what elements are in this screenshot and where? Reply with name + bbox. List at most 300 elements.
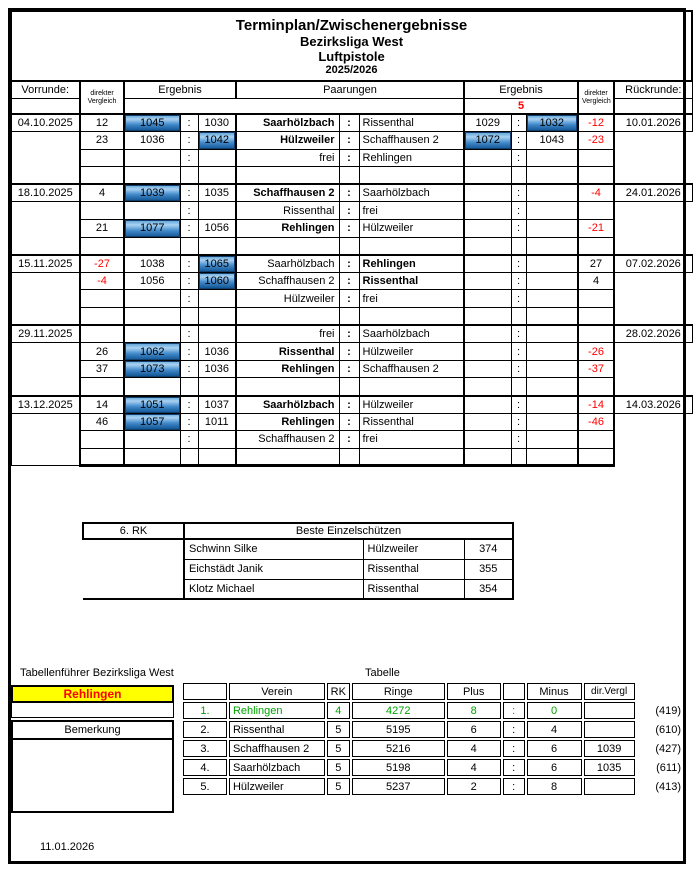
colon-cell: : (180, 184, 198, 202)
colon-cell: : (511, 255, 526, 273)
standing-note: (610) (655, 723, 681, 736)
result-away-right (526, 343, 578, 361)
result-home-left (124, 149, 180, 167)
ergebnis-right-header: Ergebnis (464, 81, 578, 98)
table-row (83, 523, 513, 539)
empty-strip (11, 703, 174, 718)
dv-header: direkter Vergleich (582, 89, 611, 105)
dv-right-value (578, 325, 614, 343)
blank-cell (11, 98, 80, 114)
blank-cell (464, 308, 511, 326)
result-away-left (198, 202, 236, 220)
match-date-merged (11, 413, 80, 466)
best-shooters-table (82, 522, 514, 600)
dv-left-value (80, 202, 124, 220)
dv-left-value: 12 (80, 114, 124, 132)
plus-header: Plus (447, 683, 501, 700)
result-away-right (526, 431, 578, 449)
blank-cell (526, 308, 578, 326)
standing-pos: 2. (183, 721, 227, 738)
table-row (11, 448, 692, 466)
standing-verein: Hülzweiler (229, 778, 325, 795)
table-row (183, 721, 681, 738)
rueck-date: 24.01.2026 (614, 184, 692, 202)
match-date-merged (11, 202, 80, 255)
team-home: Rehlingen (236, 220, 339, 238)
team-home: Rehlingen (236, 360, 339, 378)
result-home-left (124, 290, 180, 308)
result-away-left: 1060 (198, 272, 236, 290)
colon-cell: : (511, 343, 526, 361)
colon-cell: : (180, 396, 198, 414)
team-away: Rissenthal (359, 114, 464, 132)
ergebnis-left-header: Ergebnis (124, 81, 236, 98)
dv-left-value: 23 (80, 132, 124, 150)
colon-cell: : (180, 360, 198, 378)
colon-cell: : (339, 396, 359, 414)
table-row (83, 539, 513, 559)
dv-left-value: 14 (80, 396, 124, 414)
blank-cell (236, 167, 339, 185)
team-away: Rissenthal (359, 272, 464, 290)
blank-cell (80, 167, 124, 185)
result-home-right: 1029 (464, 114, 511, 132)
team-away: Rissenthal (359, 413, 464, 431)
colon-cell: : (339, 343, 359, 361)
blank-cell (526, 378, 578, 396)
dv-right-value: -4 (578, 184, 614, 202)
blank-cell (80, 308, 124, 326)
table-row (83, 579, 513, 599)
leader-team: Rehlingen (63, 687, 122, 701)
standing-plus: 6 (447, 721, 501, 738)
result-away-left: 1011 (198, 413, 236, 431)
result-away-left: 1036 (198, 343, 236, 361)
standing-plus: 4 (447, 740, 501, 757)
standing-pos: 5. (183, 778, 227, 795)
colon-cell: : (503, 721, 525, 738)
dv-right-value (578, 290, 614, 308)
colon-cell: : (180, 431, 198, 449)
colon-cell: : (339, 272, 359, 290)
standing-pos: 1. (183, 702, 227, 719)
team-home: Hülzweiler (236, 290, 339, 308)
result-away-right (526, 149, 578, 167)
table-row (11, 184, 692, 202)
blank-cell (511, 448, 526, 466)
standing-plus: 2 (447, 778, 501, 795)
blank-cell (359, 448, 464, 466)
result-home-right (464, 325, 511, 343)
result-home-right (464, 202, 511, 220)
team-home: Saarhölzbach (236, 396, 339, 414)
team-away: Schaffhausen 2 (359, 132, 464, 150)
table-row (11, 272, 692, 290)
table-row (11, 149, 692, 167)
result-home-left: 1038 (124, 255, 180, 273)
standing-verein: Schaffhausen 2 (229, 740, 325, 757)
table-row (11, 343, 692, 361)
team-home: Rehlingen (236, 413, 339, 431)
page-title-line: Bezirksliga West (299, 33, 404, 49)
result-away-left (198, 431, 236, 449)
standing-ringe: 5237 (352, 778, 445, 795)
blank-cell (359, 378, 464, 396)
result-home-left: 1045 (124, 114, 180, 132)
table-row (11, 360, 692, 378)
table-row (183, 759, 681, 776)
dv-left-value: 21 (80, 220, 124, 238)
colon-cell: : (511, 325, 526, 343)
blank-cell (464, 448, 511, 466)
result-home-right (464, 255, 511, 273)
rank-label: 6. RK (83, 523, 184, 539)
dv-right-value: -37 (578, 360, 614, 378)
dv-header: direkter Vergleich (87, 89, 117, 105)
blank-cell (511, 237, 526, 255)
blank-cell (124, 167, 180, 185)
standing-ringe: 5216 (352, 740, 445, 757)
standing-ringe: 4272 (352, 702, 445, 719)
standing-dirv (584, 721, 635, 738)
blank-cell (124, 308, 180, 326)
blank-cell (198, 378, 236, 396)
match-date-merged (11, 132, 80, 185)
rueck-date: 14.03.2026 (614, 396, 692, 414)
colon-cell: : (511, 290, 526, 308)
team-away: frei (359, 202, 464, 220)
team-home: Saarhölzbach (236, 114, 339, 132)
standing-note: (419) (655, 704, 681, 717)
result-away-left (198, 149, 236, 167)
blank-cell (359, 237, 464, 255)
standing-dirv: 1035 (584, 759, 635, 776)
colon-cell: : (339, 325, 359, 343)
team-away: Saarhölzbach (359, 325, 464, 343)
colon-cell: : (503, 702, 525, 719)
result-away-right (526, 290, 578, 308)
result-away-right (526, 325, 578, 343)
team-home: Rissenthal (236, 202, 339, 220)
table-row (11, 396, 692, 414)
dv-right-value: 4 (578, 272, 614, 290)
team-away: Rehlingen (359, 255, 464, 273)
result-home-left (124, 431, 180, 449)
paarungen-header: Paarungen (236, 81, 464, 98)
match-date: 13.12.2025 (11, 396, 80, 414)
result-home-right (464, 413, 511, 431)
blank-cell (511, 308, 526, 326)
result-away-right: 1032 (526, 114, 578, 132)
result-away-right: 1043 (526, 132, 578, 150)
blank-cell (511, 378, 526, 396)
result-away-right (526, 272, 578, 290)
blank-cell (124, 98, 464, 114)
blank-cell (578, 448, 614, 466)
match-date: 04.10.2025 (11, 114, 80, 132)
result-away-right (526, 255, 578, 273)
match-date-merged (11, 343, 80, 396)
shooter-score: 374 (464, 539, 513, 559)
team-away: Hülzweiler (359, 343, 464, 361)
colon-cell: : (339, 202, 359, 220)
colon-cell: : (511, 413, 526, 431)
team-home: Schaffhausen 2 (236, 272, 339, 290)
shooter-club: Rissenthal (363, 579, 464, 599)
blank-cell (526, 167, 578, 185)
result-home-left: 1077 (124, 220, 180, 238)
result-away-left: 1056 (198, 220, 236, 238)
remark-header: Bemerkung (13, 722, 172, 740)
table-row (11, 81, 692, 98)
standing-rk: 5 (327, 721, 350, 738)
result-away-right (526, 413, 578, 431)
colon-cell: : (511, 272, 526, 290)
table-row (11, 290, 692, 308)
colon-cell: : (180, 255, 198, 273)
vorrunde-header: Vorrunde: (11, 81, 80, 98)
blank-cell (180, 167, 198, 185)
dv-right-value (578, 431, 614, 449)
colon-cell: : (339, 290, 359, 308)
table-row (11, 237, 692, 255)
schedule-body (11, 11, 692, 466)
colon-cell: : (339, 360, 359, 378)
colon-cell: : (339, 114, 359, 132)
dv-right-value: -46 (578, 413, 614, 431)
colon-cell: : (511, 114, 526, 132)
dv-right-value (578, 202, 614, 220)
standing-ringe: 5195 (352, 721, 445, 738)
blank-cell (198, 448, 236, 466)
shooter-score: 355 (464, 559, 513, 579)
shooter-name: Eichstädt Janik (184, 559, 363, 579)
result-home-right (464, 220, 511, 238)
team-home: frei (236, 149, 339, 167)
table-row (11, 255, 692, 273)
result-home-left: 1073 (124, 360, 180, 378)
colon-cell: : (511, 396, 526, 414)
result-home-right (464, 272, 511, 290)
standing-plus: 8 (447, 702, 501, 719)
blank-cell (339, 448, 359, 466)
result-away-left: 1065 (198, 255, 236, 273)
colon-cell: : (180, 272, 198, 290)
dv-right-value: -23 (578, 132, 614, 150)
blank-cell (339, 237, 359, 255)
standing-plus: 4 (447, 759, 501, 776)
match-date: 18.10.2025 (11, 184, 80, 202)
result-home-left: 1056 (124, 272, 180, 290)
result-away-left (198, 325, 236, 343)
dv-left-value (80, 149, 124, 167)
shooter-club: Hülzweiler (363, 539, 464, 559)
result-home-left: 1039 (124, 184, 180, 202)
team-home: Hülzweiler (236, 132, 339, 150)
rk-header: RK (327, 683, 350, 700)
team-home: Schaffhausen 2 (236, 431, 339, 449)
sheet-page (8, 8, 686, 864)
ringe-header: Ringe (352, 683, 445, 700)
colon-cell: : (503, 778, 525, 795)
table-row (11, 220, 692, 238)
colon-cell: : (339, 255, 359, 273)
standing-verein: Saarhölzbach (229, 759, 325, 776)
colon-cell: : (339, 132, 359, 150)
blank-cell (359, 308, 464, 326)
blank-cell (578, 237, 614, 255)
table-row (183, 740, 681, 757)
standing-minus: 0 (527, 702, 582, 719)
result-away-left: 1036 (198, 360, 236, 378)
title-block (11, 11, 692, 81)
rueck-date: 07.02.2026 (614, 255, 692, 273)
dirv-header: dir.Vergl (584, 683, 635, 700)
result-home-left (124, 325, 180, 343)
colon-cell: : (511, 202, 526, 220)
colon-cell: : (511, 149, 526, 167)
match-date-merged (11, 272, 80, 325)
colon-cell: : (180, 220, 198, 238)
standing-verein: Rehlingen (229, 702, 325, 719)
result-away-left: 1030 (198, 114, 236, 132)
page-title-line: Luftpistole (318, 48, 385, 64)
ghost-cell (83, 539, 184, 559)
team-away: frei (359, 290, 464, 308)
colon-cell: : (503, 740, 525, 757)
dv-right-value: -14 (578, 396, 614, 414)
standing-minus: 6 (527, 740, 582, 757)
standings-title: Tabelle (365, 667, 400, 679)
table-row (83, 559, 513, 579)
result-home-left: 1036 (124, 132, 180, 150)
blank-cell (526, 448, 578, 466)
shooter-name: Schwinn Silke (184, 539, 363, 559)
blank-cell (180, 237, 198, 255)
result-home-right (464, 290, 511, 308)
table-row (11, 167, 692, 185)
dv-right-value: -12 (578, 114, 614, 132)
team-away: Rehlingen (359, 149, 464, 167)
result-home-right (464, 149, 511, 167)
blank-cell (339, 167, 359, 185)
colon-cell: : (511, 360, 526, 378)
blank-cell (80, 448, 124, 466)
table-row (183, 778, 681, 795)
match-date: 29.11.2025 (11, 325, 80, 343)
ghost-cell (83, 579, 184, 599)
team-home: Rissenthal (236, 343, 339, 361)
colon-cell: : (511, 431, 526, 449)
best-shooters-title: Beste Einzelschützen (184, 523, 513, 539)
blank-cell (124, 237, 180, 255)
blank-cell (236, 378, 339, 396)
result-home-left (124, 202, 180, 220)
shooter-club: Rissenthal (363, 559, 464, 579)
best-shooters-body (83, 523, 513, 599)
schedule-table (10, 10, 693, 467)
blank-cell (464, 237, 511, 255)
standing-note: (427) (655, 742, 681, 755)
blank-cell (124, 378, 180, 396)
table-row (11, 413, 692, 431)
dv-right-value: -21 (578, 220, 614, 238)
standing-dirv (584, 778, 635, 795)
result-away-left: 1042 (198, 132, 236, 150)
blank-cell (236, 448, 339, 466)
colon-cell: : (339, 431, 359, 449)
blank-cell (198, 167, 236, 185)
colon-cell: : (180, 202, 198, 220)
standing-rk: 4 (327, 702, 350, 719)
standing-dirv (584, 702, 635, 719)
result-away-right (526, 396, 578, 414)
pos-header (183, 683, 227, 700)
standing-pos: 4. (183, 759, 227, 776)
ghost-cell (83, 559, 184, 579)
colon-cell: : (180, 343, 198, 361)
result-away-left: 1037 (198, 396, 236, 414)
colon-cell: : (503, 759, 525, 776)
team-home: frei (236, 325, 339, 343)
result-away-right (526, 360, 578, 378)
dv-left-value: -27 (80, 255, 124, 273)
table-row (11, 132, 692, 150)
footer-date: 11.01.2026 (40, 841, 95, 853)
table-row (11, 308, 692, 326)
result-away-left (198, 290, 236, 308)
team-home: Saarhölzbach (236, 255, 339, 273)
dv-left-value: 4 (80, 184, 124, 202)
colon-header (503, 683, 525, 700)
dv-left-value (80, 431, 124, 449)
colon-cell: : (180, 325, 198, 343)
result-home-left: 1051 (124, 396, 180, 414)
rueck-date: 28.02.2026 (614, 325, 692, 343)
result-away-left: 1035 (198, 184, 236, 202)
standings-body (183, 683, 681, 795)
blank-cell (236, 237, 339, 255)
dv-left-value: 46 (80, 413, 124, 431)
blank-cell (124, 448, 180, 466)
dv-right-value (578, 149, 614, 167)
colon-cell: : (180, 413, 198, 431)
blank-cell (236, 308, 339, 326)
standing-dirv: 1039 (584, 740, 635, 757)
blank-cell (578, 308, 614, 326)
blank-cell (578, 378, 614, 396)
standing-minus: 8 (527, 778, 582, 795)
colon-cell: : (339, 184, 359, 202)
team-home: Schaffhausen 2 (236, 184, 339, 202)
round-marker: 5 (464, 98, 578, 114)
shooter-score: 354 (464, 579, 513, 599)
blank-cell (359, 167, 464, 185)
shooter-name: Klotz Michael (184, 579, 363, 599)
blank-cell (614, 98, 692, 114)
leader-label: Tabellenführer Bezirksliga West (20, 667, 174, 679)
standing-rk: 5 (327, 759, 350, 776)
result-home-right (464, 431, 511, 449)
colon-cell: : (180, 114, 198, 132)
blank-cell (526, 237, 578, 255)
standing-minus: 6 (527, 759, 582, 776)
blank-cell (339, 308, 359, 326)
dv-left-value (80, 325, 124, 343)
table-row (11, 114, 692, 132)
table-row (11, 378, 692, 396)
table-row (183, 702, 681, 719)
